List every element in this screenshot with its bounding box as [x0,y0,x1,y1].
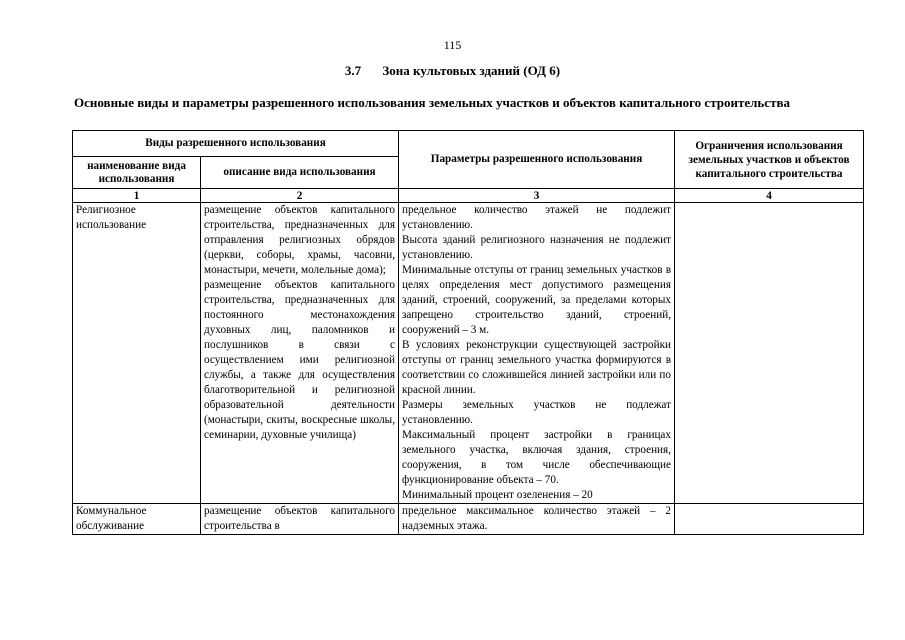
land-use-table [72,130,864,535]
row-limits [675,504,864,535]
params-paragraph: Минимальные отступы от границ земельных участков в целях определения мест допустимого размещения зданий, строений, сооружений, за пределами которых запрещено строительство зданий, строений, сооружений – 3 м. [402,264,671,336]
row-name: Религиозное использование [73,203,201,504]
header-limits: Ограничения использования земельных участков и объектов капитального строительства [675,131,864,189]
table-row [73,504,864,535]
table-row [73,203,864,504]
params-paragraph: предельное максимальное количество этажей – 2 надземных этажа. [402,505,671,532]
row-name: Коммунальное обслуживание [73,504,201,535]
section-title-text: Зона культовых зданий (ОД 6) [382,63,561,78]
column-number-3: 3 [399,189,675,203]
page-number: 115 [443,38,462,52]
params-paragraph: Высота зданий религиозного назначения не подлежит установлению. [402,234,671,261]
header-name: наименование вида использования [73,157,201,189]
params-paragraph: В условиях реконструкции существующей застройки отступы от границ земельного участка формируются в соответствии со сложившейся линией застройки или по красной линии. [402,339,671,396]
section-title [0,63,905,79]
row-limits [675,203,864,504]
table-heading: Основные виды и параметры разрешенного использования земельных участков и объектов капитального строительства [74,95,790,110]
header-description: описание вида использования [201,157,399,189]
params-paragraph: предельное количество этажей не подлежит установлению. [402,204,671,231]
row-params [399,504,675,535]
params-paragraph: Размеры земельных участков не подлежат установлению. [402,399,671,426]
column-number-4: 4 [675,189,864,203]
section-number: 3.7 [344,63,362,78]
column-number-1: 1 [73,189,201,203]
row-description [201,504,399,535]
row-params [399,203,675,504]
header-kinds-group: Виды разрешенного использования [73,131,399,157]
params-paragraph: Максимальный процент застройки в границах земельного участка, включая здания, строения, сооружения, в том числе обеспечивающие функционирование объекта – 70. [402,429,671,486]
header-params: Параметры разрешенного использования [399,131,675,189]
row-description [201,203,399,504]
column-number-2: 2 [201,189,399,203]
description-paragraph: размещение объектов капитального строительства, предназначенных для постоянного местонахождения духовных лиц, паломников и послушников в связи с осуществлением ими религиозной службы, а также для осуществления благотворительной и религиозной образовательной деятельности (монастыри, скиты, воскресные школы, семинарии, духовные училища) [204,279,395,441]
description-paragraph: размещение объектов капитального строительства в [204,505,395,532]
description-paragraph: размещение объектов капитального строительства, предназначенных для отправления религиозных обрядов (церкви, соборы, храмы, часовни, монастыри, мечети, молельные дома); [204,204,395,276]
params-paragraph: Минимальный процент озеленения – 20 [402,489,593,501]
